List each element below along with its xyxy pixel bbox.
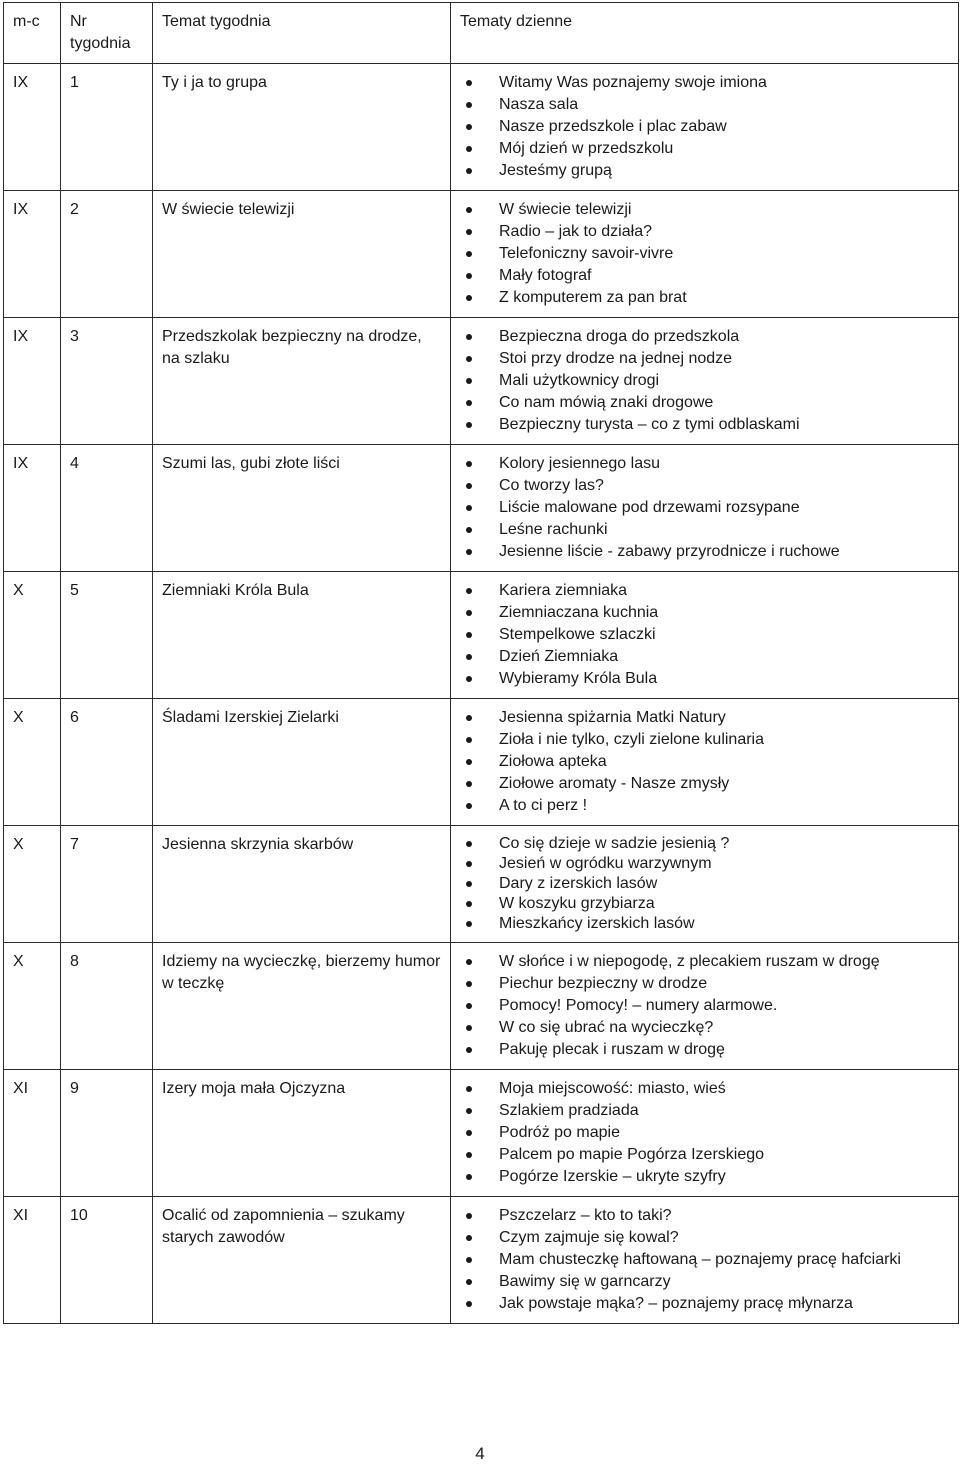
- week-theme: Ziemniaki Króla Bula: [153, 572, 451, 699]
- list-item: Piechur bezpieczny w drodze: [460, 973, 950, 995]
- list-item: Pogórze Izerskie – ukryte szyfry: [460, 1166, 950, 1188]
- week-theme: Ocalić od zapomnienia – szukamy starych zawodów: [153, 1197, 451, 1324]
- header-month: m-c: [4, 3, 61, 64]
- weeks-body: [4, 64, 959, 1324]
- list-item: Co się dzieje w sadzie jesienią ?: [460, 834, 950, 854]
- list-item: Nasze przedszkole i plac zabaw: [460, 116, 950, 138]
- list-item: Kolory jesiennego lasu: [460, 453, 950, 475]
- week-theme: Śladami Izerskiej Zielarki: [153, 699, 451, 826]
- table-row: [4, 1070, 959, 1197]
- week-theme: Szumi las, gubi złote liści: [153, 445, 451, 572]
- list-item: W słońce i w niepogodę, z plecakiem ruszam w drogę: [460, 951, 950, 973]
- week-month: IX: [4, 191, 61, 318]
- list-item: Nasza sala: [460, 94, 950, 116]
- daily-topic-list: [460, 1205, 950, 1315]
- week-number: 5: [61, 572, 153, 699]
- list-item: Palcem po mapie Pogórza Izerskiego: [460, 1144, 950, 1166]
- list-item: Co nam mówią znaki drogowe: [460, 392, 950, 414]
- week-number: 4: [61, 445, 153, 572]
- daily-topics: [451, 1070, 959, 1197]
- list-item: Jesień w ogródku warzywnym: [460, 854, 950, 874]
- page-number: 4: [475, 1444, 485, 1463]
- list-item: Stoi przy drodze na jednej nodze: [460, 348, 950, 370]
- list-item: Szlakiem pradziada: [460, 1100, 950, 1122]
- list-item: W świecie telewizji: [460, 199, 950, 221]
- list-item: Mam chusteczkę haftowaną – poznajemy pracę hafciarki: [460, 1249, 950, 1271]
- list-item: Podróż po mapie: [460, 1122, 950, 1144]
- list-item: Ziemniaczana kuchnia: [460, 602, 950, 624]
- daily-topics: [451, 572, 959, 699]
- list-item: Mały fotograf: [460, 265, 950, 287]
- table-row: [4, 318, 959, 445]
- list-item: Bawimy się w garncarzy: [460, 1271, 950, 1293]
- list-item: Stempelkowe szlaczki: [460, 624, 950, 646]
- list-item: Ziołowe aromaty - Nasze zmysły: [460, 773, 950, 795]
- table-row: [4, 826, 959, 943]
- header-week-no: Nr tygodnia: [61, 3, 153, 64]
- daily-topics: [451, 943, 959, 1070]
- header-row: [4, 3, 959, 64]
- daily-topic-list: [460, 1078, 950, 1188]
- list-item: Jesienna spiżarnia Matki Natury: [460, 707, 950, 729]
- daily-topic-list: [460, 453, 950, 563]
- list-item: Telefoniczny savoir-vivre: [460, 243, 950, 265]
- week-number: 3: [61, 318, 153, 445]
- list-item: Dzień Ziemniaka: [460, 646, 950, 668]
- week-month: IX: [4, 64, 61, 191]
- table-row: [4, 572, 959, 699]
- week-month: IX: [4, 445, 61, 572]
- list-item: Witamy Was poznajemy swoje imiona: [460, 72, 950, 94]
- list-item: Wybieramy Króla Bula: [460, 668, 950, 690]
- list-item: Jesteśmy grupą: [460, 160, 950, 182]
- week-theme: Izery moja mała Ojczyzna: [153, 1070, 451, 1197]
- daily-topics: [451, 826, 959, 943]
- list-item: Liście malowane pod drzewami rozsypane: [460, 497, 950, 519]
- list-item: Ziołowa apteka: [460, 751, 950, 773]
- list-item: W co się ubrać na wycieczkę?: [460, 1017, 950, 1039]
- week-theme: Jesienna skrzynia skarbów: [153, 826, 451, 943]
- week-month: X: [4, 826, 61, 943]
- list-item: Mój dzień w przedszkolu: [460, 138, 950, 160]
- week-month: X: [4, 572, 61, 699]
- week-month: X: [4, 943, 61, 1070]
- week-month: XI: [4, 1070, 61, 1197]
- list-item: Moja miejscowość: miasto, wieś: [460, 1078, 950, 1100]
- table-row: [4, 943, 959, 1070]
- list-item: W koszyku grzybiarza: [460, 894, 950, 914]
- week-number: 6: [61, 699, 153, 826]
- table-row: [4, 191, 959, 318]
- table-row: [4, 445, 959, 572]
- week-theme: Ty i ja to grupa: [153, 64, 451, 191]
- list-item: Bezpieczny turysta – co z tymi odblaskami: [460, 414, 950, 436]
- daily-topics: [451, 191, 959, 318]
- daily-topics: [451, 1197, 959, 1324]
- daily-topic-list: [460, 72, 950, 182]
- table-row: [4, 1197, 959, 1324]
- daily-topic-list: [460, 199, 950, 309]
- week-month: XI: [4, 1197, 61, 1324]
- list-item: Pomocy! Pomocy! – numery alarmowe.: [460, 995, 950, 1017]
- list-item: Zioła i nie tylko, czyli zielone kulinaria: [460, 729, 950, 751]
- week-theme: W świecie telewizji: [153, 191, 451, 318]
- week-number: 8: [61, 943, 153, 1070]
- list-item: Z komputerem za pan brat: [460, 287, 950, 309]
- table-row: [4, 64, 959, 191]
- list-item: A to ci perz !: [460, 795, 950, 817]
- header-week-theme: Temat tygodnia: [153, 3, 451, 64]
- list-item: Leśne rachunki: [460, 519, 950, 541]
- week-number: 2: [61, 191, 153, 318]
- week-number: 7: [61, 826, 153, 943]
- header-daily-topics: Tematy dzienne: [451, 3, 959, 64]
- week-number: 9: [61, 1070, 153, 1197]
- daily-topics: [451, 445, 959, 572]
- week-month: X: [4, 699, 61, 826]
- list-item: Bezpieczna droga do przedszkola: [460, 326, 950, 348]
- list-item: Pakuję plecak i ruszam w drogę: [460, 1039, 950, 1061]
- list-item: Jak powstaje mąka? – poznajemy pracę młynarza: [460, 1293, 950, 1315]
- daily-topics: [451, 318, 959, 445]
- daily-topic-list: [460, 326, 950, 436]
- week-number: 1: [61, 64, 153, 191]
- daily-topic-list: [460, 834, 950, 934]
- list-item: Kariera ziemniaka: [460, 580, 950, 602]
- list-item: Dary z izerskich lasów: [460, 874, 950, 894]
- daily-topic-list: [460, 580, 950, 690]
- list-item: Pszczelarz – kto to taki?: [460, 1205, 950, 1227]
- daily-topics: [451, 699, 959, 826]
- week-theme: Przedszkolak bezpieczny na drodze, na szlaku: [153, 318, 451, 445]
- table-row: [4, 699, 959, 826]
- week-theme: Idziemy na wycieczkę, bierzemy humor w teczkę: [153, 943, 451, 1070]
- curriculum-table: [3, 2, 959, 1324]
- week-number: 10: [61, 1197, 153, 1324]
- daily-topics: [451, 64, 959, 191]
- list-item: Mali użytkownicy drogi: [460, 370, 950, 392]
- daily-topic-list: [460, 951, 950, 1061]
- week-month: IX: [4, 318, 61, 445]
- list-item: Co tworzy las?: [460, 475, 950, 497]
- daily-topic-list: [460, 707, 950, 817]
- list-item: Mieszkańcy izerskich lasów: [460, 914, 950, 934]
- list-item: Jesienne liście - zabawy przyrodnicze i ruchowe: [460, 541, 950, 563]
- list-item: Czym zajmuje się kowal?: [460, 1227, 950, 1249]
- list-item: Radio – jak to działa?: [460, 221, 950, 243]
